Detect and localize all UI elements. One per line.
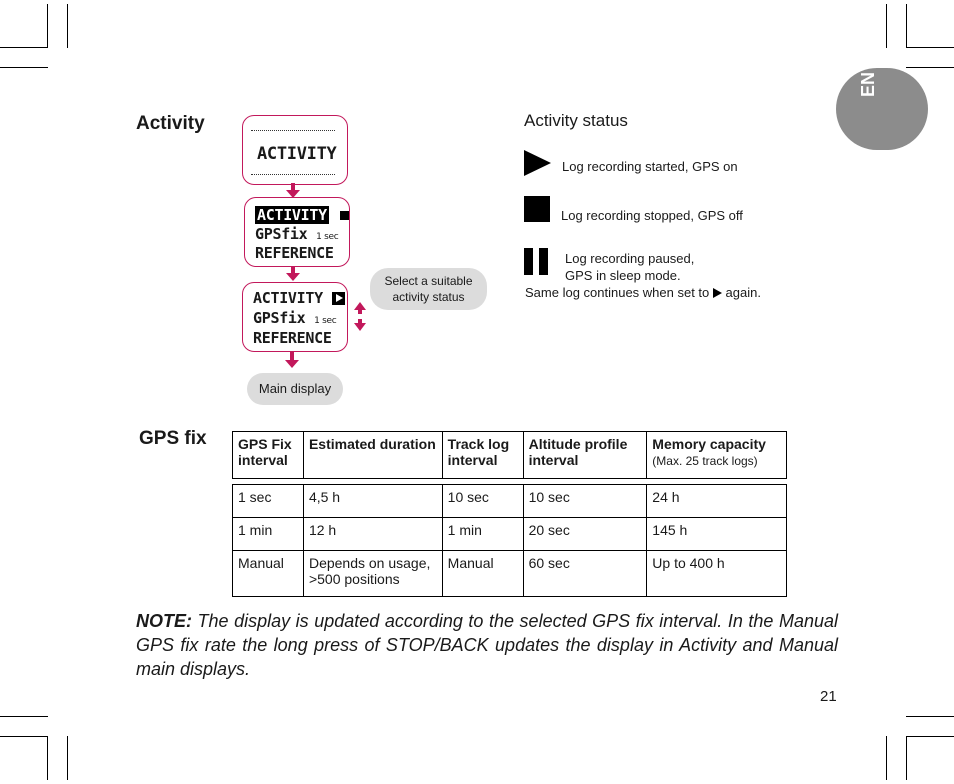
lcd-screen-activity-stopped — [244, 197, 350, 267]
note-paragraph — [136, 609, 838, 681]
main-display-bubble — [247, 373, 343, 405]
table-cell: 20 sec — [523, 518, 647, 551]
crop-mark — [906, 716, 954, 717]
col-header-gpsfix: GPS Fix interval — [233, 432, 304, 479]
language-tab — [836, 68, 928, 150]
stop-icon — [340, 211, 349, 220]
lcd-title: ACTIVITY — [257, 144, 337, 164]
gpsfix-heading: GPS fix — [139, 428, 207, 449]
table-cell: Manual — [442, 551, 523, 597]
lcd-gpsfix-label: GPSfix — [255, 225, 308, 243]
table-cell: 12 h — [303, 518, 442, 551]
col-header-memory-label: Memory capacity — [652, 436, 766, 452]
language-tab-label: EN — [858, 71, 878, 97]
main-display-text: Main display — [258, 381, 332, 396]
crop-mark — [906, 736, 907, 780]
col-header-tracklog: Track log interval — [442, 432, 523, 479]
page-number: 21 — [820, 688, 837, 705]
status-stopped-text: Log recording stopped, GPS off — [561, 208, 743, 223]
lcd-gpsfix-label: GPSfix — [253, 309, 306, 327]
table-cell: 10 sec — [523, 485, 647, 518]
lcd-screen-activity-started — [242, 282, 348, 352]
activity-status-title: Activity status — [524, 111, 628, 130]
table-cell: 60 sec — [523, 551, 647, 597]
lcd-line-activity — [255, 206, 349, 224]
crop-mark — [886, 736, 887, 780]
table-cell: 145 h — [647, 518, 787, 551]
crop-mark — [0, 47, 48, 48]
status-paused-text-2: GPS in sleep mode. — [565, 268, 681, 283]
table-cell: Manual — [233, 551, 304, 597]
lcd-gpsfix-value: 1 sec — [314, 316, 337, 326]
crop-mark — [0, 716, 48, 717]
status-started-text: Log recording started, GPS on — [562, 159, 738, 174]
table-cell: 24 h — [647, 485, 787, 518]
table-row — [233, 551, 787, 597]
crop-mark — [47, 4, 48, 48]
arrow-down-icon — [285, 266, 301, 282]
col-header-memory-sub: (Max. 25 track logs) — [652, 454, 758, 468]
crop-mark — [67, 736, 68, 780]
crop-mark — [0, 736, 48, 737]
lcd-screen-activity — [242, 115, 348, 185]
lcd-line-gpsfix — [255, 225, 338, 243]
crop-mark — [906, 67, 954, 68]
crop-mark — [67, 4, 68, 48]
select-hint-bubble — [370, 268, 487, 310]
lcd-dotted-line — [251, 130, 335, 131]
lcd-line-reference: REFERENCE — [253, 329, 332, 347]
lcd-line-activity — [253, 289, 345, 307]
status-paused-text-3a: Same log continues when set to — [525, 285, 710, 300]
play-icon — [524, 150, 551, 176]
pause-icon-bar — [524, 248, 533, 275]
gpsfix-table — [232, 431, 787, 597]
table-cell: 1 min — [233, 518, 304, 551]
lcd-activity-label: ACTIVITY — [257, 206, 327, 224]
pause-icon-bar — [539, 248, 548, 275]
arrow-down-icon — [284, 352, 300, 370]
table-cell: Depends on usage, >500 positions — [303, 551, 442, 597]
table-header-row — [233, 432, 787, 479]
lcd-line-gpsfix — [253, 309, 336, 327]
crop-mark — [906, 47, 954, 48]
table-row — [233, 518, 787, 551]
play-icon-small — [713, 288, 722, 298]
col-header-altitude: Altitude profile interval — [523, 432, 647, 479]
col-header-duration: Estimated duration — [303, 432, 442, 479]
crop-mark — [886, 4, 887, 48]
status-paused-text-3b: again. — [725, 285, 761, 300]
note-label: NOTE: — [136, 611, 192, 631]
crop-mark — [906, 4, 907, 48]
status-paused-text-3 — [525, 284, 761, 301]
table-cell: 4,5 h — [303, 485, 442, 518]
up-down-arrows-icon — [352, 302, 368, 332]
crop-mark — [0, 67, 48, 68]
lcd-activity-label: ACTIVITY — [253, 289, 323, 307]
select-hint-text: Select a suitable activity status — [384, 274, 473, 304]
status-paused-text-1: Log recording paused, — [565, 251, 695, 266]
table-cell: 1 sec — [233, 485, 304, 518]
note-text: The display is updated according to the selected GPS fix interval. In the Manual GPS fix rate the long press of STOP/BACK updates the display in Activity and Manual main displays. — [136, 611, 838, 679]
lcd-line-reference: REFERENCE — [255, 244, 334, 262]
lcd-gpsfix-value: 1 sec — [316, 232, 339, 242]
lcd-dotted-line — [251, 174, 335, 175]
play-icon-inverted — [332, 292, 345, 305]
table-cell: Up to 400 h — [647, 551, 787, 597]
table-cell: 10 sec — [442, 485, 523, 518]
stop-icon — [524, 196, 550, 222]
table-row — [233, 485, 787, 518]
col-header-memory — [647, 432, 787, 479]
activity-heading: Activity — [136, 113, 205, 134]
crop-mark — [906, 736, 954, 737]
table-cell: 1 min — [442, 518, 523, 551]
crop-mark — [47, 736, 48, 780]
